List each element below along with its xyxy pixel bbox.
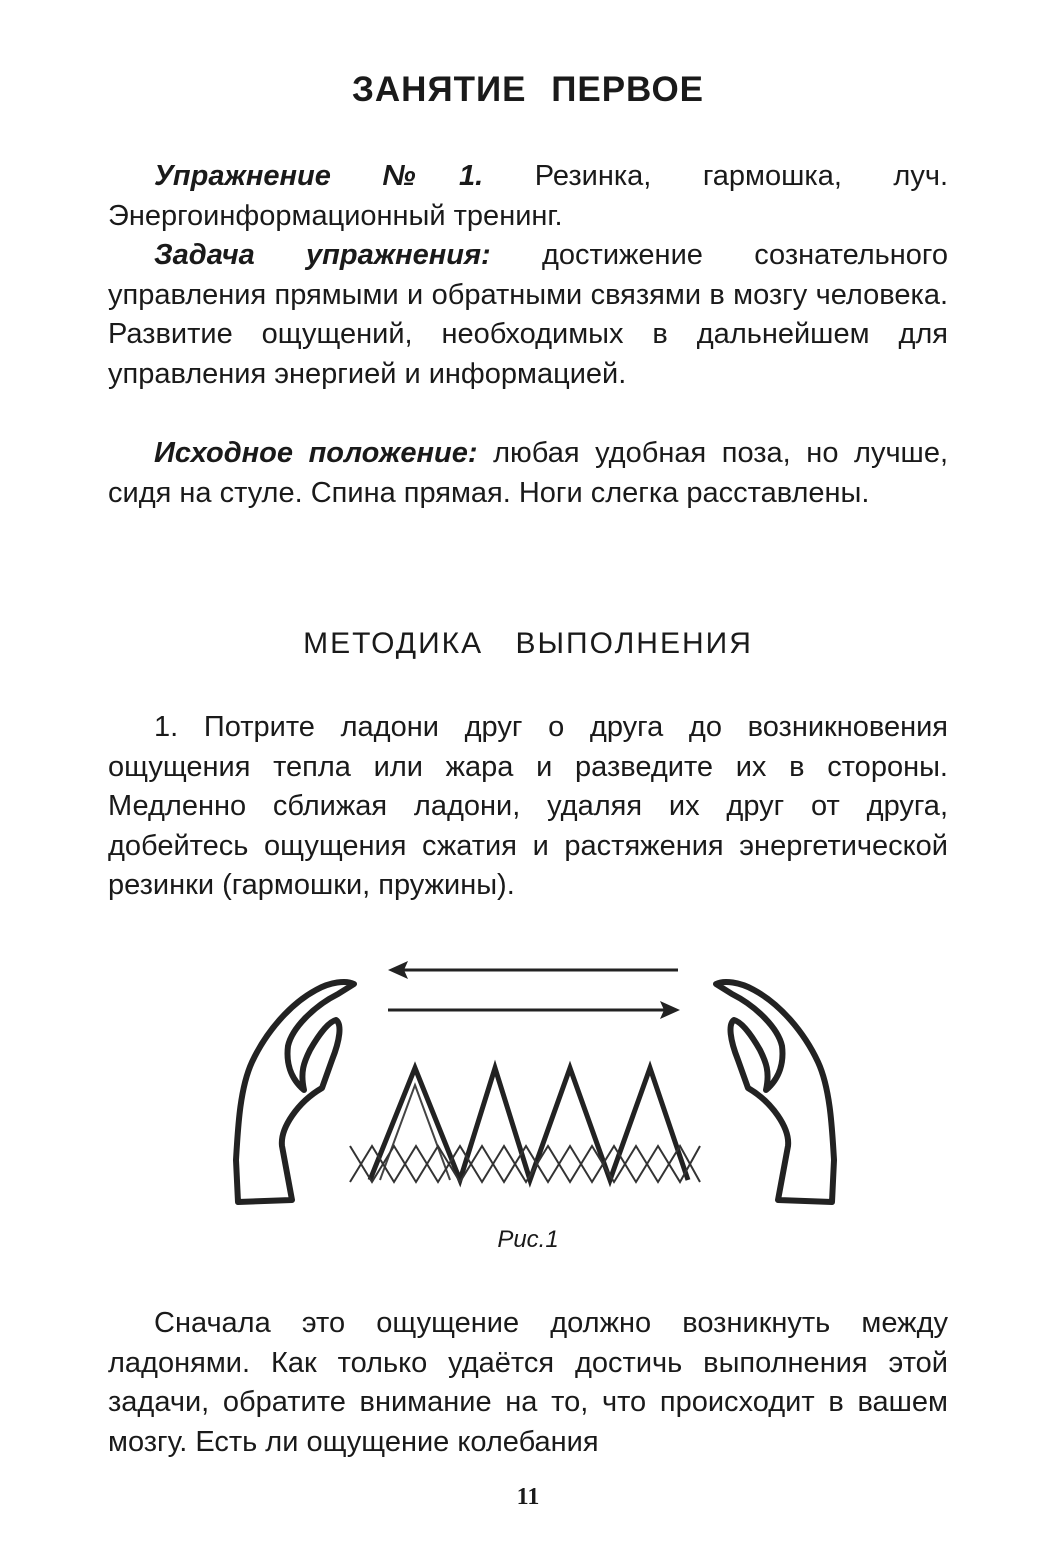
- after-figure-paragraph: Сначала это ощущение должно возникнуть между ладонями. Как только удаётся достичь выполнения этой задачи, обратите внимание на то, что происходит в вашем мозгу. Есть ли ощущение колебания: [108, 1307, 948, 1458]
- exercise-paragraph: [108, 157, 948, 236]
- chapter-title: ЗАНЯТИЕ ПЕРВОЕ: [351, 70, 705, 109]
- task-paragraph: [108, 236, 948, 394]
- method-heading: МЕТОДИКА ВЫПОЛНЕНИЯ: [303, 627, 753, 660]
- exercise-label: Упражнение №1.: [154, 160, 484, 192]
- exercise-text: Резинка, гармошка, луч. Энергоинформационный тренинг.: [108, 160, 949, 232]
- step-1-paragraph: 1. Потрите ладони друг о друга до возникновения ощущения тепла или жара и разведите их в стороны. Медленно сближая ладони, удаляя их друг от друга, добейтесь ощущения сжатия и растяжения энергетической резинки (гармошки, пружины).: [108, 711, 948, 901]
- left-hand-icon: [236, 982, 354, 1202]
- page-number: 11: [516, 1484, 540, 1510]
- right-hand-icon: [716, 982, 834, 1202]
- start-position-paragraph: [108, 434, 948, 513]
- task-text: достижение сознательного управления прямыми и обратными связями в мозгу человека. Развитие ощущений, необходимых в дальнейшем для управления энергией и информацией.: [108, 239, 948, 390]
- figure-caption: Рис.1: [497, 1226, 559, 1253]
- start-position-text: любая удобная поза, но лучше, сидя на стуле. Спина прямая. Ноги слегка расставлены.: [108, 437, 948, 509]
- task-label: Задача упражнения:: [154, 239, 491, 271]
- start-position-label: Исходное положение:: [154, 437, 478, 469]
- figure-hands-accordion: [230, 950, 840, 1220]
- arrow-right-icon: [388, 1001, 680, 1019]
- accordion-zigzag: [370, 1068, 688, 1180]
- arrow-left-icon: [388, 961, 678, 979]
